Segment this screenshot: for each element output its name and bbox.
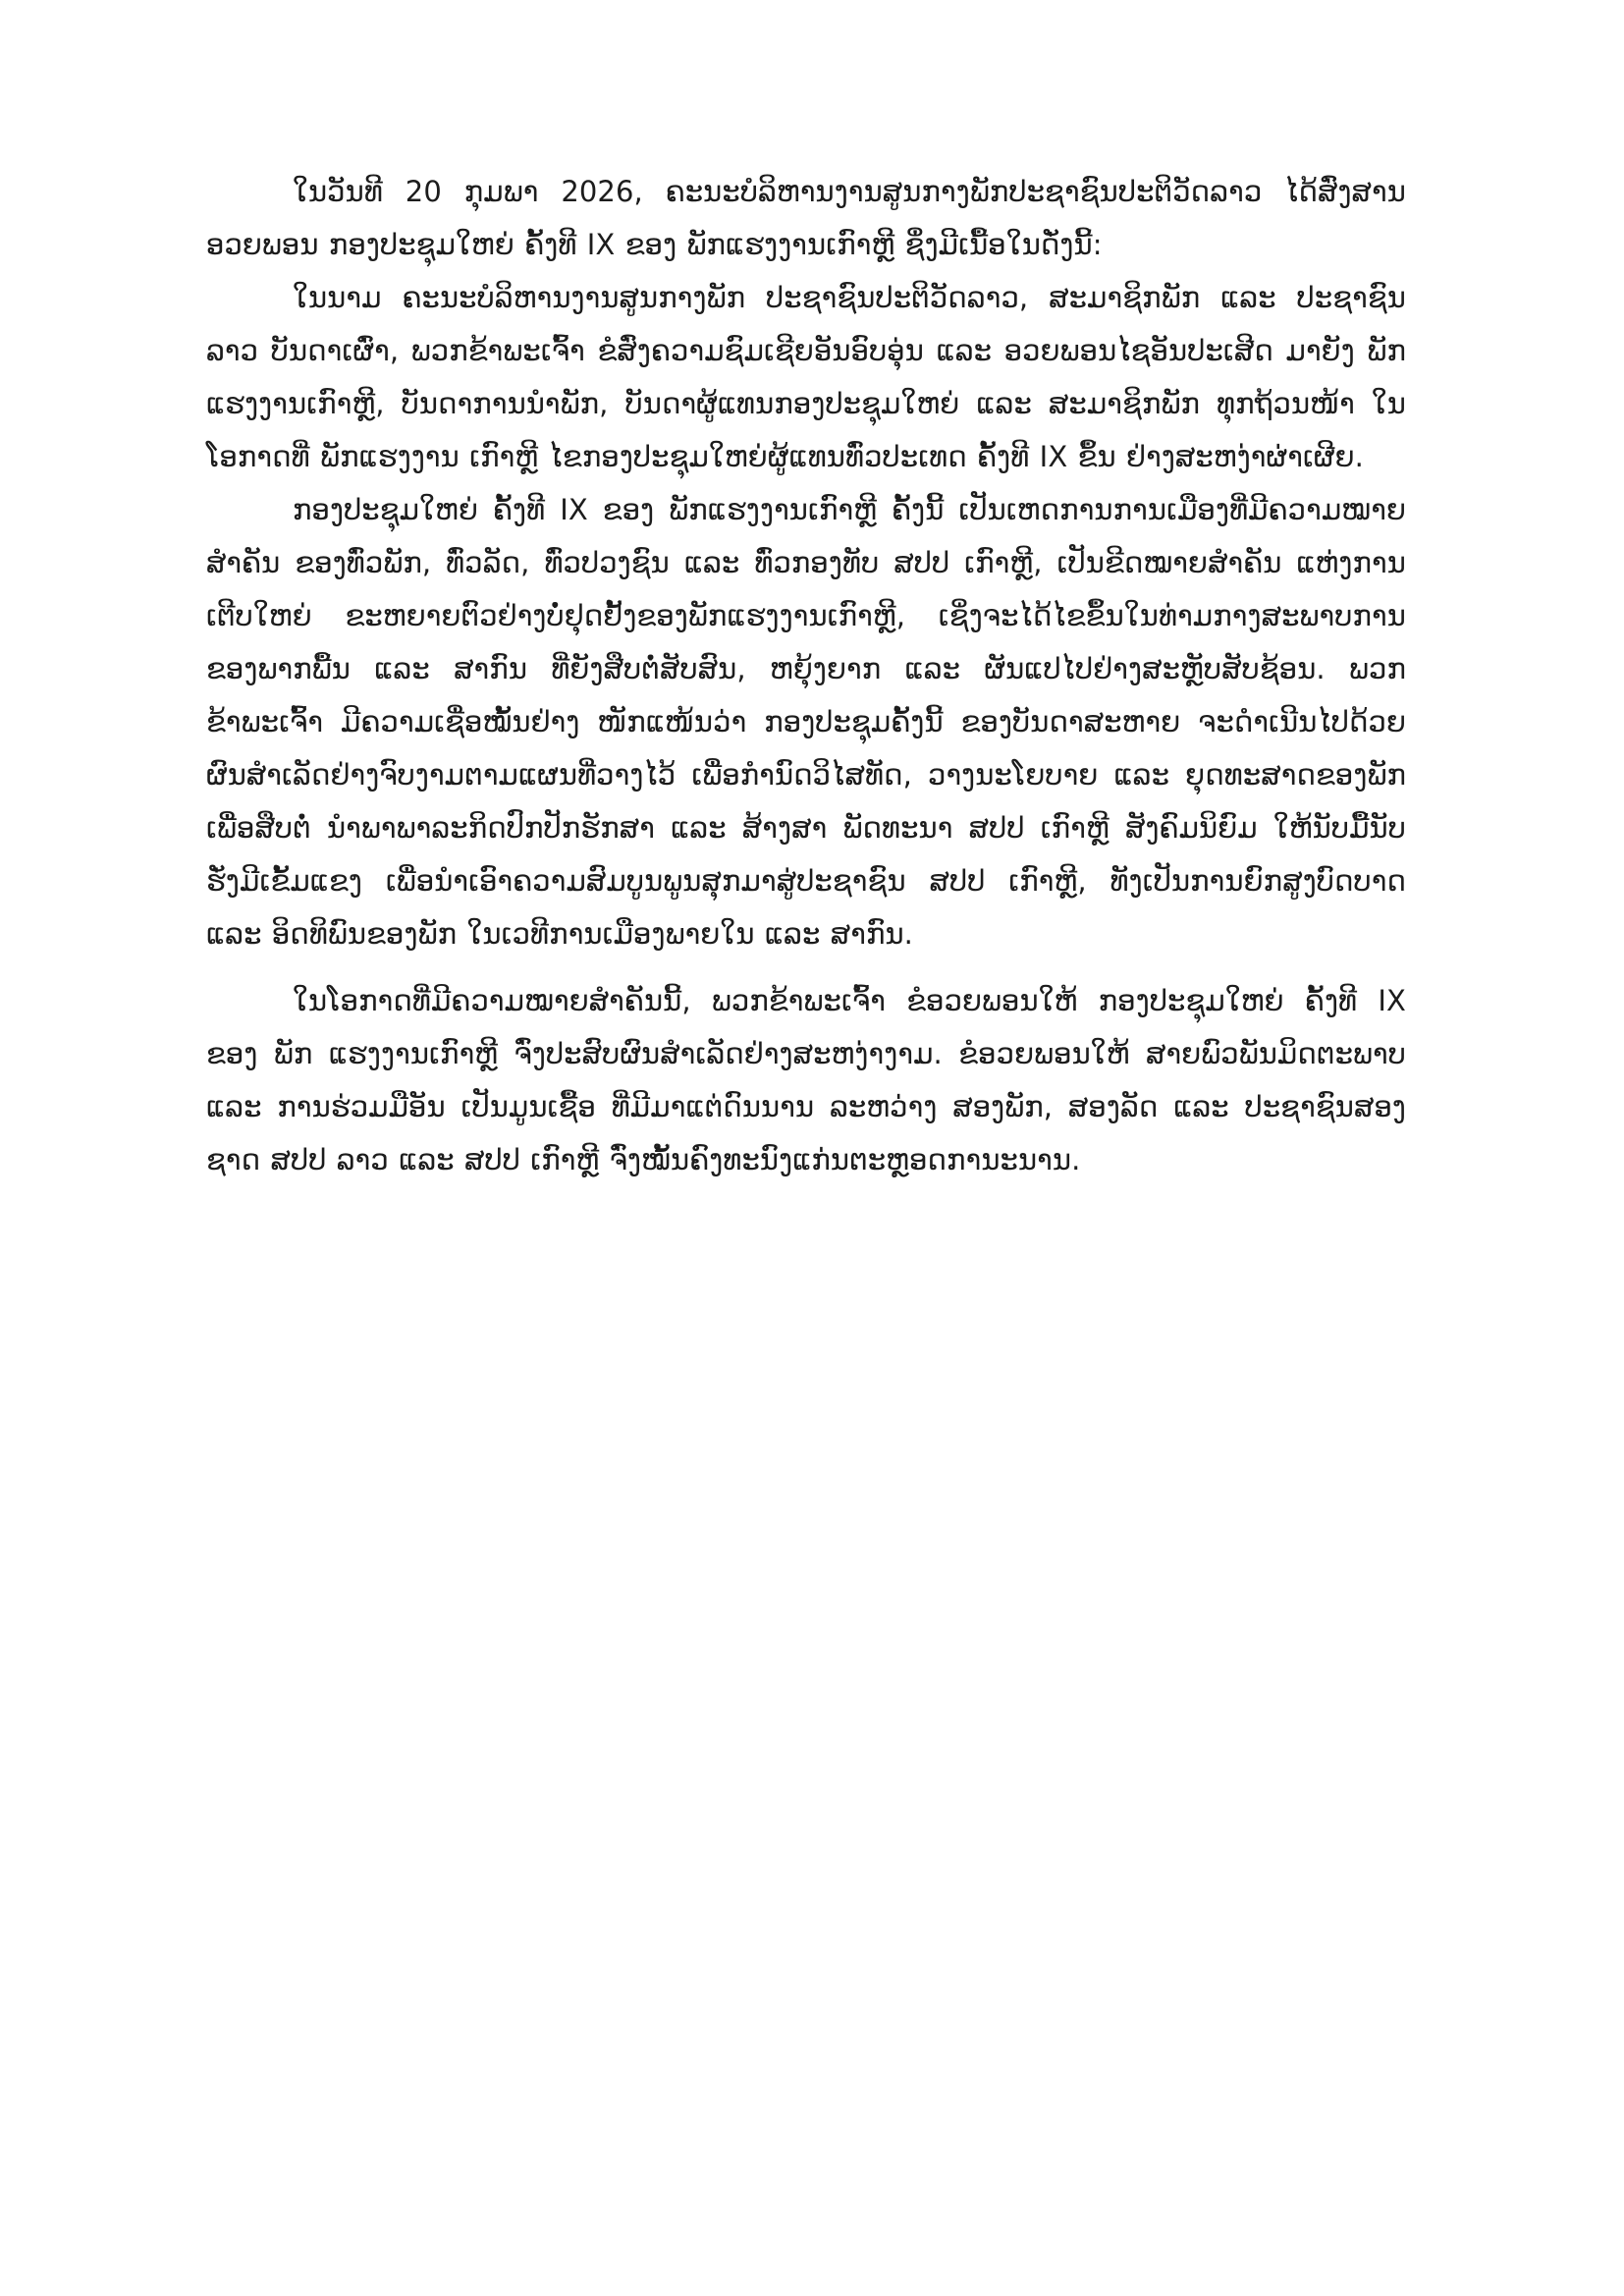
intro-paragraph: ໃນວັນທີ 20 ກຸມພາ 2026, ຄະນະບໍລິຫານງານສູນກາງພັກປະຊາຊົນປະຕິວັດລາວ ໄດ້ສົ່ງສານອວຍພອນ ກອງປະຊຸມໃຫຍ່ ຄັ້ງທີ IX ຂອງ ພັກແຮງງານເກົາຫຼີ ຊຶ່ງມີເນື້ອໃນດັ່ງນີ້: xyxy=(206,175,1406,261)
letter-body xyxy=(206,165,1406,1186)
greeting-paragraph: ໃນນາມ ຄະນະບໍລິຫານງານສູນກາງພັກ ປະຊາຊົນປະຕິວັດລາວ, ສະມາຊິກພັກ ແລະ ປະຊາຊົນລາວ ບັນດາເຜົ່າ, ພວກຂ້າພະເຈົ້າ ຂໍສົ່ງຄວາມຊົມເຊີຍອັນອົບອຸ່ນ ແລະ ອວຍພອນໄຊອັນປະເສີດ ມາຍັງ ພັກແຮງງານເກົາຫຼີ, ບັນດາການນຳພັກ, ບັນດາຜູ້ແທນກອງປະຊຸມໃຫຍ່ ແລະ ສະມາຊິກພັກ ທຸກຖ້ວນໜ້າ ໃນໂອກາດທີ່ ພັກແຮງງານ ເກົາຫຼີ ໄຂກອງປະຊຸມໃຫຍ່ຜູ້ແທນທົ່ວປະເທດ ຄັ້ງທີ IX ຂຶ້ນ ຢ່າງສະຫງ່າຜ່າເຜີຍ. xyxy=(206,281,1406,473)
significance-paragraph: ກອງປະຊຸມໃຫຍ່ ຄັ້ງທີ IX ຂອງ ພັກແຮງງານເກົາຫຼີ ຄັ້ງນີ້ ເປັນເຫດການການເມືອງທີ່ມີຄວາມໝາຍສຳຄັນ ຂອງທົ່ວພັກ, ທົ່ວລັດ, ທົ່ວປວງຊົນ ແລະ ທົ່ວກອງທັບ ສປປ ເກົາຫຼີ, ເປັນຂີດໝາຍສຳຄັນ ແຫ່ງການເຕີບໃຫຍ່ ຂະຫຍາຍຕົວຢ່າງບໍ່ຢຸດຢັ້ງຂອງພັກແຮງງານເກົາຫຼີ, ເຊິ່ງຈະໄດ້ໄຂຂຶ້ນໃນທ່າມກາງສະພາບການຂອງພາກພື້ນ ແລະ ສາກົນ ທີ່ຍັງສືບຕໍ່ສັບສົນ, ຫຍຸ້ງຍາກ ແລະ ຜັນແປໄປຢ່າງສະຫຼັບສັບຊ້ອນ. ພວກຂ້າພະເຈົ້າ ມີຄວາມເຊື່ອໝັ້ນຢ່າງ ໜັກແໜ້ນວ່າ ກອງປະຊຸມຄັ້ງນີ້ ຂອງບັນດາສະຫາຍ ຈະດຳເນີນໄປດ້ວຍຜົນສຳເລັດຢ່າງຈົບງາມຕາມແຜນທີ່ວາງໄວ້ ເພື່ອກຳນົດວິໄສທັດ, ວາງນະໂຍບາຍ ແລະ ຍຸດທະສາດຂອງພັກ ເພື່ອສືບຕໍ່ ນຳພາພາລະກິດປົກປັກຮັກສາ ແລະ ສ້າງສາ ພັດທະນາ ສປປ ເກົາຫຼີ ສັງຄົມນິຍົມ ໃຫ້ນັບມື້ນັບຮັ່ງມີເຂັ້ມແຂງ ເພື່ອນຳເອົາຄວາມສົມບູນພູນສຸກມາສູ່ປະຊາຊົນ ສປປ ເກົາຫຼີ, ທັງເປັນການຍົກສູງບົດບາດ ແລະ ອິດທິພົນຂອງພັກ ໃນເວທີການເມືອງພາຍໃນ ແລະ ສາກົນ. xyxy=(206,493,1406,951)
closing-wishes-paragraph: ໃນໂອກາດທີ່ມີຄວາມໝາຍສຳຄັນນີ້, ພວກຂ້າພະເຈົ້າ ຂໍອວຍພອນໃຫ້ ກອງປະຊຸມໃຫຍ່ ຄັ້ງທີ IX ຂອງ ພັກ ແຮງງານເກົາຫຼີ ຈົ່ງປະສົບຜົນສຳເລັດຢ່າງສະຫງ່າງາມ. ຂໍອວຍພອນໃຫ້ ສາຍພົວພັນມິດຕະພາບ ແລະ ການຮ່ວມມືອັນ ເປັນມູນເຊື້ອ ທີ່ມີມາແຕ່ດົນນານ ລະຫວ່າງ ສອງພັກ, ສອງລັດ ແລະ ປະຊາຊົນສອງຊາດ ສປປ ລາວ ແລະ ສປປ ເກົາຫຼີ ຈົ່ງໝັ້ນຄົງທະນົງແກ່ນຕະຫຼອດການະນານ. xyxy=(206,984,1406,1176)
